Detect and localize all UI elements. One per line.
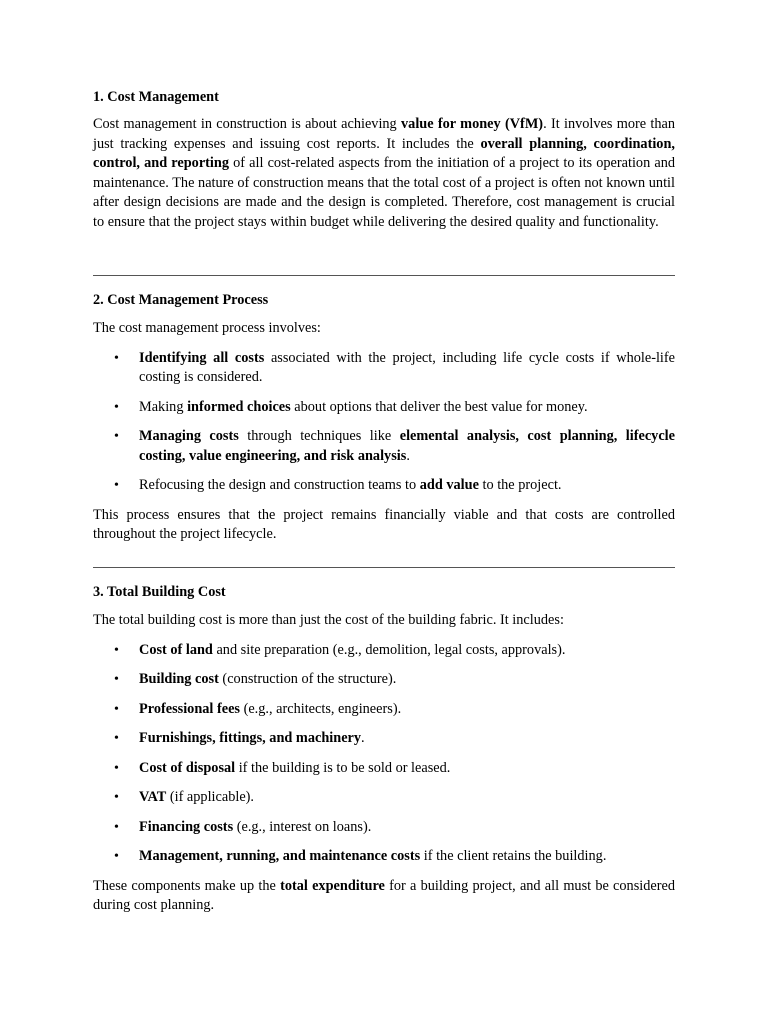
text-run: These components make up the — [93, 877, 281, 894]
bold-text: add value — [419, 477, 479, 493]
text-run: . — [361, 730, 365, 746]
text-run: Refocusing the design and construction teams to — [139, 477, 420, 493]
section-total-building-cost — [93, 583, 675, 916]
section-outro: This process ensures that the project remains financially viable and that costs are controlled throughout the project lifecycle. — [93, 506, 675, 542]
text-run: Cost management in construction is about achieving — [93, 116, 402, 132]
text-run: of all cost-related aspects from the initiation of a project to its operation and maintenance. The nature of construction means that the total cost of a project is often not known until after design decisions are made and the design is completed. Therefore, cost management is crucial to ensure that the project stays within budget while delivering the desired quality and functionality. — [93, 155, 675, 230]
bold-text: Financing costs — [139, 818, 234, 835]
bold-text: overall planning, coordination, control, and reporting — [93, 135, 675, 171]
bullet-dot-icon: • — [114, 399, 119, 415]
bullet-list — [93, 349, 675, 496]
text-run: for a building project, and all must be considered during cost planning. — [93, 877, 675, 913]
text-run: and site preparation (e.g., demolition, legal costs, approvals). — [212, 641, 566, 658]
bold-text: elemental analysis, cost planning, lifecycle costing, value engineering, and risk analysis — [139, 428, 675, 464]
list-item — [93, 427, 675, 466]
section-outro — [93, 877, 675, 916]
bullet-dot-icon: • — [114, 731, 119, 746]
list-item — [93, 847, 675, 867]
bold-text: Identifying all costs — [139, 349, 265, 366]
bold-text: informed choices — [187, 398, 291, 415]
text-run: to the project. — [478, 477, 562, 493]
bullet-list — [93, 641, 675, 867]
text-run: if the client retains the building. — [420, 848, 607, 864]
list-item — [93, 670, 675, 690]
bullet-dot-icon: • — [114, 478, 119, 493]
bold-text: Professional fees — [139, 700, 240, 717]
text-run: if the building is to be sold or leased. — [235, 759, 451, 776]
text-run: (if applicable). — [166, 789, 255, 805]
text-run: Making — [139, 398, 188, 415]
bold-text: value for money (VfM) — [401, 116, 544, 132]
text-run: (construction of the structure). — [218, 671, 397, 687]
bold-text: total expenditure — [280, 877, 385, 894]
bullet-dot-icon: • — [114, 790, 119, 805]
bullet-dot-icon: • — [114, 642, 119, 658]
bold-text: Management, running, and maintenance costs — [139, 848, 421, 864]
bullet-dot-icon: • — [114, 350, 119, 366]
bullet-dot-icon: • — [114, 819, 119, 835]
section-cost-management — [93, 88, 675, 232]
section-divider — [93, 275, 675, 276]
section-heading: 1. Cost Management — [93, 89, 219, 105]
bullet-dot-icon: • — [114, 672, 119, 687]
text-run: about options that deliver the best value for money. — [290, 398, 588, 415]
bullet-dot-icon: • — [114, 849, 119, 864]
section-heading: 2. Cost Management Process — [93, 292, 269, 308]
list-item — [93, 398, 675, 418]
bold-text: Managing costs — [139, 428, 239, 444]
text-run: . — [406, 447, 410, 464]
list-item — [93, 476, 675, 496]
bold-text: Cost of land — [139, 641, 213, 658]
list-item — [93, 641, 675, 661]
bold-text: Building cost — [139, 671, 219, 687]
text-run: (e.g., architects, engineers). — [240, 700, 402, 717]
section-heading: 3. Total Building Cost — [93, 584, 226, 600]
list-item — [93, 349, 675, 388]
list-item — [93, 700, 675, 720]
bold-text: Cost of disposal — [139, 759, 236, 776]
bold-text: VAT — [139, 789, 167, 805]
bullet-dot-icon: • — [114, 701, 119, 717]
section-paragraph — [93, 115, 675, 232]
section-cost-management-process — [93, 291, 675, 545]
text-run: . It involves more than just tracking expenses and issuing cost reports. It includes the — [93, 116, 676, 152]
list-item — [93, 788, 675, 808]
bold-text: Furnishings, fittings, and machinery — [139, 730, 362, 746]
section-intro: The cost management process involves: — [93, 320, 321, 336]
bullet-dot-icon: • — [114, 760, 119, 776]
section-divider — [93, 567, 675, 568]
text-run: (e.g., interest on loans). — [233, 818, 372, 835]
list-item — [93, 818, 675, 838]
bullet-dot-icon: • — [114, 429, 119, 444]
section-intro: The total building cost is more than just the cost of the building fabric. It includes: — [93, 612, 564, 628]
list-item — [93, 729, 675, 749]
text-run: through techniques like — [238, 428, 400, 444]
list-item — [93, 759, 675, 779]
text-run: associated with the project, including life cycle costs if whole-life costing is considered. — [139, 349, 676, 385]
